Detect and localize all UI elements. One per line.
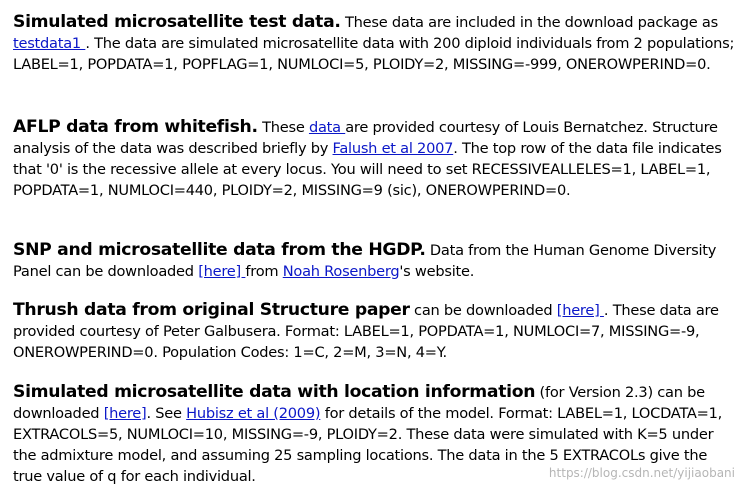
section-heading: SNP and microsatellite data from the HGDP. (13, 240, 426, 260)
section-text: from (245, 263, 283, 280)
noah-rosenberg-link[interactable]: Noah Rosenberg (282, 263, 400, 280)
location-here-link[interactable]: [here] (103, 405, 147, 422)
section-heading: Simulated microsatellite test data. (13, 12, 341, 32)
section-heading: AFLP data from whitefish. (13, 117, 258, 137)
section-text: Data from the Human Genome Diversity Panel can be downloaded (13, 242, 717, 280)
aflp-data-link[interactable]: data (308, 119, 346, 136)
section-text: These (257, 119, 309, 136)
section-text: 's website. (399, 263, 475, 280)
section-thrush-data (13, 300, 737, 363)
watermark-text: https://blog.csdn.net/yijiaobani (548, 466, 735, 480)
section-text: . The data are simulated microsatellite data with 200 diploid individuals from 2 populations; LABEL=1, POPDATA=1, POPFLAG=1, NUMLOCI=5, PLOIDY=2, MISSING=-999, ONEROWPERIND=0. (13, 35, 735, 73)
section-heading: Thrush data from original Structure paper (13, 300, 410, 320)
section-text: can be downloaded (409, 302, 557, 319)
section-aflp-whitefish (13, 117, 737, 201)
section-heading: Simulated microsatellite data with location information (13, 382, 536, 402)
thrush-here-link[interactable]: [here] (556, 302, 604, 319)
section-text: . These data are provided courtesy of Peter Galbusera. Format: LABEL=1, POPDATA=1, NUMLOCI=7, MISSING=-9, ONEROWPERIND=0. Population Codes: 1=C, 2=M, 3=N, 4=Y. (13, 302, 719, 361)
testdata1-link[interactable]: testdata1 (13, 35, 86, 52)
falush-2007-link[interactable]: Falush et al 2007 (332, 140, 454, 157)
section-hgdp-data (13, 240, 737, 282)
section-text: These data are included in the download package as (340, 14, 718, 31)
section-text: . See (146, 405, 187, 422)
section-text: . The top row of the data file indicates that '0' is the recessive allele at every locus. You will need to set RECESSIVEALLELES=1, LABEL=1, POPDATA=1, NUMLOCI=440, PLOIDY=2, MISSING=9 (sic), ONEROWPERIND=0. (13, 140, 722, 199)
section-simulated-test-data (13, 12, 737, 75)
section-text: are provided courtesy of Louis Bernatchez. Structure analysis of the data was described briefly by (13, 119, 718, 157)
section-text: (for Version 2.3) can be downloaded (13, 384, 705, 422)
hubisz-2009-link[interactable]: Hubisz et al (2009) (186, 405, 321, 422)
section-text: for details of the model. Format: LABEL=1, LOCDATA=1, EXTRACOLS=5, NUMLOCI=10, MISSING=-9, PLOIDY=2. These data were simulated with K=5 under the admixture model, and assuming 25 sampling locations. The data in the 5 EXTRACOLs give the true value of q for each individual. (13, 405, 723, 485)
hgdp-here-link[interactable]: [here] (198, 263, 246, 280)
